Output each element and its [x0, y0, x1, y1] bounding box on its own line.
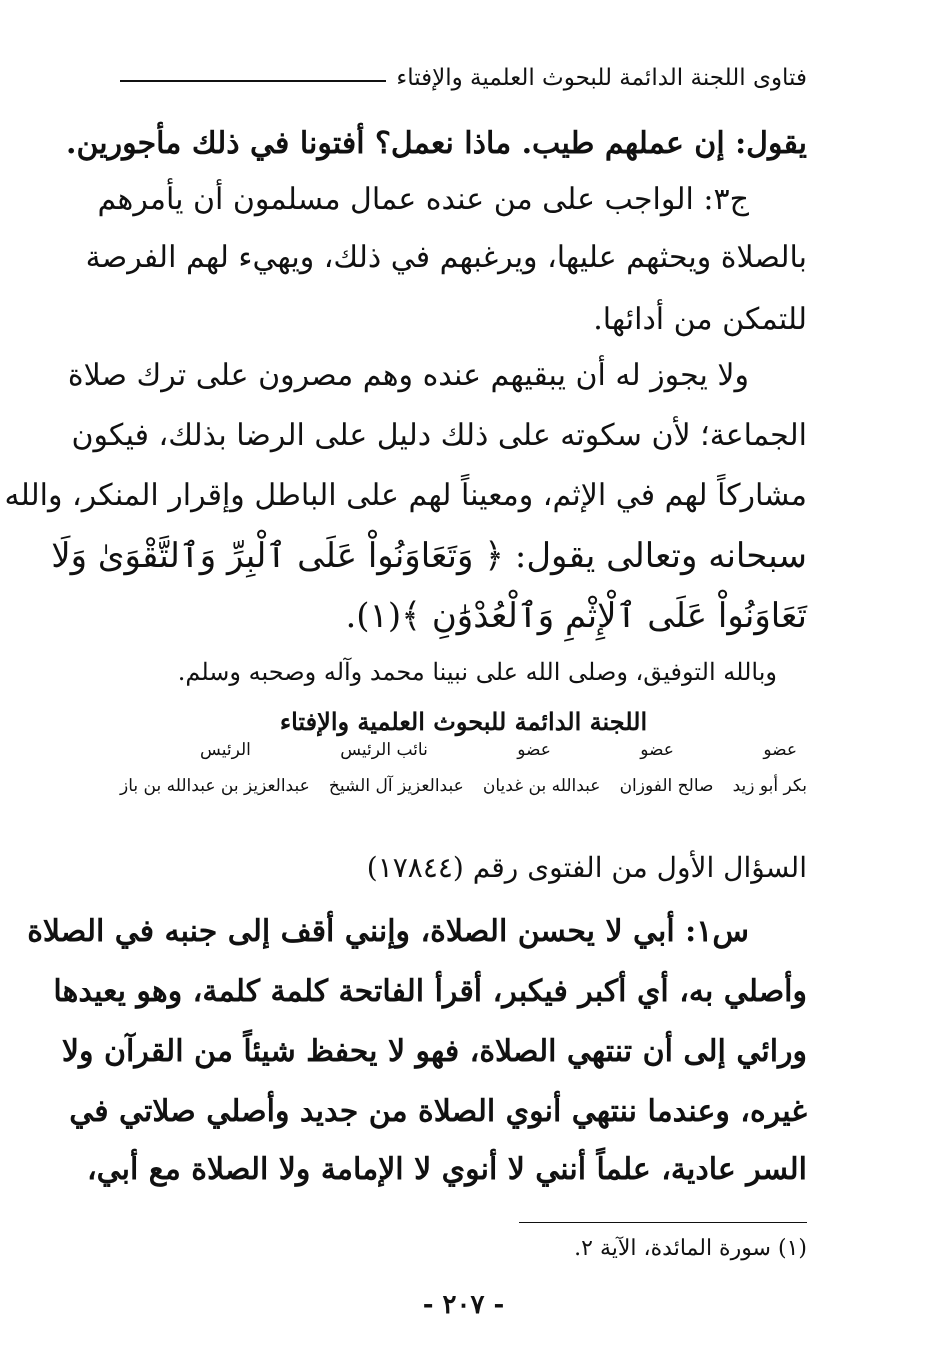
signatory-title: عضو — [640, 740, 674, 760]
signatory-name: صالح الفوزان — [619, 776, 714, 796]
page-number: - ٢٠٧ - — [422, 1290, 505, 1320]
header-rule — [120, 80, 386, 82]
fatwa-question-line-5: السر عادية، علماً أنني لا أنوي لا الإمامة ولا الصلاة مع أبي، — [86, 1152, 807, 1187]
header-title: فتاوى اللجنة الدائمة للبحوث العلمية والإفتاء — [396, 65, 807, 91]
signatory-title: الرئيس — [200, 740, 251, 760]
signatory-titles — [200, 740, 797, 760]
fatwa-question-line-3: ورائي إلى أن تنتهي الصلاة، فهو لا يحفظ شيئاً من القرآن ولا — [61, 1034, 807, 1069]
running-header — [120, 58, 807, 98]
answer-line-3: للتمكن من أدائها. — [593, 302, 807, 337]
fatwa-question-line-2: وأصلي به، أي أكبر فيكبر، أقرأ الفاتحة كلمة كلمة، وهو يعيدها — [53, 974, 807, 1009]
footnote: (١) سورة المائدة، الآية ٢. — [574, 1236, 807, 1261]
signatory-name: عبدالعزيز آل الشيخ — [328, 776, 464, 796]
signatory-title: عضو — [763, 740, 797, 760]
fatwa-heading: السؤال الأول من الفتوى رقم (١٧٨٤٤) — [366, 851, 807, 884]
paragraph-line-2: الجماعة؛ لأن سكوته على ذلك دليل على الرضا بذلك، فيكون — [71, 418, 807, 453]
quran-verse-line-2: تَعَاوَنُواْ عَلَى ٱلْإِثْمِ وَٱلْعُدْوَٰنِ ﴾(١). — [345, 596, 807, 636]
signatory-names — [120, 776, 807, 796]
signatory-name: عبدالله بن غديان — [482, 776, 601, 796]
fatwa-question-line-4: غيره، وعندما ننتهي أنوي الصلاة من جديد وأصلي صلاتي في — [69, 1094, 807, 1129]
committee-name: اللجنة الدائمة للبحوث العلمية والإفتاء — [279, 707, 648, 736]
paragraph-line-3: مشاركاً لهم في الإثم، ومعيناً لهم على الباطل وإقرار المنكر، والله — [4, 478, 807, 513]
quran-verse-line-1: سبحانه وتعالى يقول: ﴿ وَتَعَاوَنُواْ عَلَى ٱلْبِرِّ وَٱلتَّقْوَىٰ وَلَا — [51, 536, 807, 576]
signatory-title: نائب الرئيس — [340, 740, 428, 760]
answer-line-1: ج٣: الواجب على من عنده عمال مسلمون أن يأمرهم — [97, 182, 749, 217]
footnote-rule — [519, 1222, 807, 1223]
paragraph-line-1: ولا يجوز له أن يبقيهم عنده وهم مصرون على ترك صلاة — [67, 358, 749, 393]
signatory-title: عضو — [517, 740, 551, 760]
fatwa-question-line-1: س١: أبي لا يحسن الصلاة، وإنني أقف إلى جنبه في الصلاة — [27, 914, 749, 949]
signatory-name: عبدالعزيز بن عبدالله بن باز — [120, 776, 310, 796]
answer-line-2: بالصلاة ويحثهم عليها، ويرغبهم في ذلك، ويهيء لهم الفرصة — [85, 240, 807, 275]
closing-prayer: وبالله التوفيق، وصلى الله على نبينا محمد وآله وصحبه وسلم. — [177, 658, 777, 686]
question-tail: يقول: إن عملهم طيب. ماذا نعمل؟ أفتونا في ذلك مأجورين. — [66, 126, 807, 161]
signatory-name: بكر أبو زيد — [732, 776, 807, 796]
